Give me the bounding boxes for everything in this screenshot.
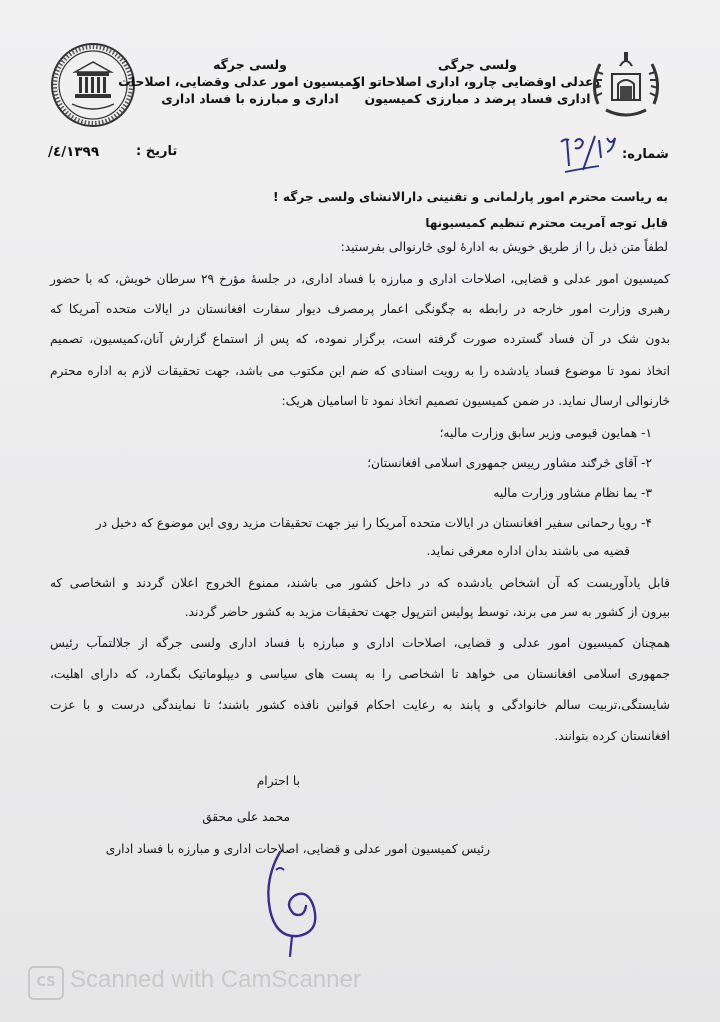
header-right-line3: اداری فساد پرضد د مبارزی کمیسیون	[364, 91, 591, 106]
address-line-2: قابل توجه آمریت محترم تنظیم کمیسیونها	[425, 216, 668, 230]
paragraph1-line-1: کمیسیون امور عدلی و قضایی، اصلاحات اداری و مبارزه با فساد اداری، در جلسهٔ مؤرخ ۲۹ سرطان خویش، که با حضور	[50, 272, 670, 286]
date-value: ۱۳۹۹/٤/	[48, 144, 100, 160]
header-right-line1: ولسی جرگی	[438, 57, 517, 72]
list-item: ۳- یما نظام مشاور وزارت مالیه	[493, 486, 652, 500]
handwritten-number	[555, 128, 625, 176]
header-left-line2: کمیسیون امور عدلی وقضایی، اصلاحات	[118, 74, 360, 89]
signatory-title: رئیس کمیسیون امور عدلی و قضایی، اصلاحات اداری و مبارزه با فساد اداری	[105, 842, 490, 856]
paragraph3-line-3: شایستگی،تربیت سالم خانوادگی و پابند به رعایت احکام قوانین نافذه کشور باشند؛ تا نمایندگی درست و با عزت	[50, 698, 670, 712]
paragraph3-line-1: همچنان کمیسیون امور عدلی و قضایی، اصلاحات اداری و مبارزه با فساد اداری ولسی جرگه از جلالتمآب رئیس	[50, 636, 670, 650]
closing-regards: با احترام	[256, 774, 300, 788]
header-left-line3: اداری و مبارزه با فساد اداری	[161, 91, 339, 106]
handwritten-signature	[250, 840, 340, 960]
camscanner-logo-icon: CS	[28, 966, 64, 1000]
header-left-line1: ولسی جرگه	[213, 57, 287, 72]
paragraph1-line-5: څارنوالی ارسال نماید. در ضمن کمیسیون تصمیم اتخاذ نمود تا اسامیان هریک:	[281, 394, 670, 408]
paragraph2-line-2: بیرون از کشور به سر می برند، توسط پولیس انترپول جهت تحقیقات مزید به کشور حاضر گردند.	[184, 605, 670, 619]
paragraph1-line-3: بدون شک در آن فساد گسترده صورت گرفته است، برگزار نموده، که پس از استماع گزارش آنان،کمیسیون، تصمیم	[50, 332, 670, 346]
number-label: شماره:	[622, 147, 669, 162]
list-item: ۴- رویا رحمانی سفیر افغانستان در ایالات متحده آمریکا را نیز جهت تحقیقات مزید روی این موضوع که دخیل در	[95, 516, 652, 530]
list-item: ۲- آقای څرګند مشاور رییس جمهوری اسلامی افغانستان؛	[367, 456, 652, 470]
address-line-3: لطفاً متن ذیل را از طریق خویش به ادارهٔ لوی څارنوالی بفرستید:	[340, 240, 668, 254]
camscanner-watermark: Scanned with CamScanner	[70, 966, 361, 993]
paragraph1-line-4: اتخاذ نمود تا موضوع فساد یادشده را به رویت اسنادی که ضم این مکتوب می باشد، جهت تحقیقات لازم به اداره محترم	[50, 364, 670, 378]
list-item: ۱- همایون قیومی وزیر سابق وزارت مالیه؛	[439, 426, 652, 440]
signatory-name: محمد علی محقق	[202, 810, 290, 824]
paragraph1-line-2: رهبری وزارت امور خارجه در رابطه به چگونگی اعمار پرمصرف دیوار سفارت افغانستان در ایالات متحده آمریکا که	[50, 302, 670, 316]
header-right-line2: دعدلی اوقضایی چارو، اداری اصلاحاتو او	[352, 74, 600, 89]
paragraph3-line-2: جمهوری اسلامی افغانستان می خواهد تا اشخاصی را به پست های سیاسی و دیپلوماتیک بگمارد، که دارای اهلیت،	[50, 667, 670, 681]
afghanistan-emblem-icon	[584, 44, 668, 128]
paragraph3-line-4: افغانستان کرده بتوانند.	[554, 729, 670, 743]
address-line-1: به ریاست محترم امور پارلمانی و تقنینی دارالانشای ولسی جرگه !	[273, 190, 668, 204]
header-right	[352, 56, 600, 107]
paragraph2-line-1: قابل یادآوریست که آن اشخاص یادشده که در داخل کشور می باشند، ممنوع الخروج اعلان گردند و اشخاصی که	[50, 576, 670, 590]
date-label: تاریخ :	[136, 144, 178, 159]
list-item-continuation: قضیه می باشند بدان اداره معرفی نماید.	[426, 544, 630, 558]
header-left	[118, 56, 360, 107]
